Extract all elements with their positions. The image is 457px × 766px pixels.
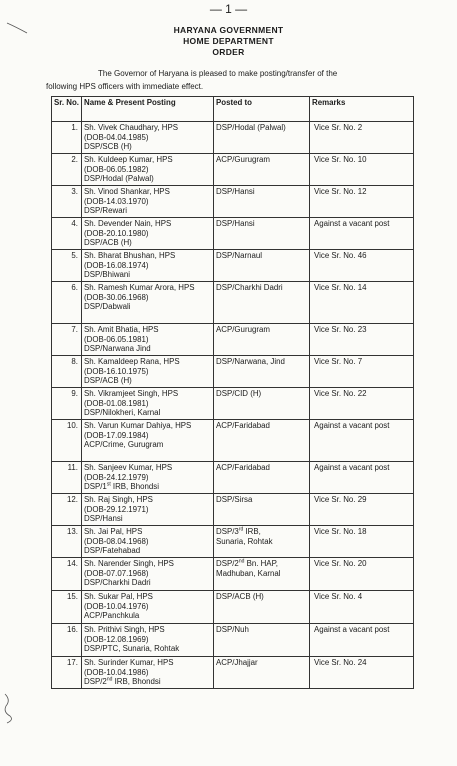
remarks-cell: Against a vacant post	[310, 420, 414, 462]
posted-to-cell	[214, 154, 310, 186]
posted-line: DSP/Narwana, Jind	[216, 357, 285, 366]
posted-to-cell	[214, 218, 310, 250]
posted-line: DSP/Hansi	[216, 187, 255, 196]
posted-line: DSP/ACB (H)	[216, 592, 264, 601]
intro-line-2: following HPS officers with immediate effect.	[46, 82, 204, 91]
name-line: (DOB-10.04.1976)	[84, 601, 149, 611]
name-line: DSP/PTC, Sunaria, Rohtak	[84, 644, 180, 654]
name-line: (DOB-04.04.1985)	[84, 132, 149, 142]
table-row	[52, 420, 414, 462]
name-posting-cell	[82, 282, 214, 324]
posted-line: DSP/CID (H)	[216, 389, 262, 398]
sr-no-cell: 13.	[52, 526, 82, 558]
name-line: DSP/Narwana Jind	[84, 344, 151, 354]
page-number: — 1 —	[209, 2, 248, 16]
posted-to-cell	[214, 657, 310, 689]
remarks-cell: Vice Sr. No. 7	[310, 356, 414, 388]
posted-to-cell	[214, 186, 310, 218]
posted-line: DSP/Hodal (Palwal)	[216, 123, 286, 132]
name-line: Sh. Raj Singh, HPS	[84, 495, 153, 504]
name-posting-cell	[82, 250, 214, 282]
name-line: (DOB-16.08.1974)	[84, 260, 149, 270]
sr-no-cell: 2.	[52, 154, 82, 186]
name-line: (DOB-14.03.1970)	[84, 196, 149, 206]
name-posting-cell	[82, 122, 214, 154]
name-line: DSP/Dabwali	[84, 302, 131, 312]
name-line: (DOB-24.12.1979)	[84, 472, 149, 482]
name-line: (DOB-29.12.1971)	[84, 504, 149, 514]
table-row	[52, 324, 414, 356]
table-row	[52, 624, 414, 657]
remarks-cell: Against a vacant post	[310, 624, 414, 657]
posted-to-cell	[214, 388, 310, 420]
table-row	[52, 154, 414, 186]
posted-to-cell	[214, 558, 310, 591]
sr-no-cell: 7.	[52, 324, 82, 356]
table-row	[52, 388, 414, 420]
posted-line: ACP/Jhajjar	[216, 658, 258, 667]
name-line: DSP/Hodal (Palwal)	[84, 174, 154, 184]
remarks-cell: Vice Sr. No. 23	[310, 324, 414, 356]
table-row	[52, 558, 414, 591]
name-posting-cell	[82, 388, 214, 420]
sr-no-cell: 8.	[52, 356, 82, 388]
name-line: (DOB-17.09.1984)	[84, 430, 149, 440]
name-line: (DOB-20.10.1980)	[84, 228, 149, 238]
name-line: Sh. Kuldeep Kumar, HPS	[84, 155, 173, 164]
table-row	[52, 218, 414, 250]
name-line: (DOB-01.08.1981)	[84, 398, 149, 408]
posted-to-cell	[214, 462, 310, 494]
name-line: (DOB-12.08.1969)	[84, 634, 149, 644]
header-sr-no: Sr. No.	[52, 97, 82, 122]
name-line: DSP/Bhiwani	[84, 270, 131, 280]
table-row	[52, 494, 414, 526]
remarks-cell: Vice Sr. No. 10	[310, 154, 414, 186]
header-order: ORDER	[212, 47, 245, 57]
posted-to-cell	[214, 624, 310, 657]
name-line: (DOB-06.05.1981)	[84, 334, 149, 344]
sr-no-cell: 5.	[52, 250, 82, 282]
sr-no-cell: 16.	[52, 624, 82, 657]
name-line: DSP/Charkhi Dadri	[84, 578, 151, 588]
name-line: ACP/Crime, Gurugram	[84, 440, 164, 450]
name-line: DSP/ACB (H)	[84, 238, 132, 248]
name-line: ACP/Panchkula	[84, 611, 140, 621]
remarks-cell: Vice Sr. No. 14	[310, 282, 414, 324]
remarks-cell: Vice Sr. No. 18	[310, 526, 414, 558]
name-posting-cell	[82, 324, 214, 356]
name-line: DSP/1st IRB, Bhondsi	[84, 481, 159, 492]
table-row	[52, 462, 414, 494]
sr-no-cell: 10.	[52, 420, 82, 462]
name-line: Sh. Sanjeev Kumar, HPS	[84, 463, 173, 472]
sr-no-cell: 4.	[52, 218, 82, 250]
posted-line: DSP/2nd Bn. HAP,	[216, 558, 279, 568]
name-posting-cell	[82, 154, 214, 186]
name-posting-cell	[82, 558, 214, 591]
posted-line: ACP/Faridabad	[216, 421, 270, 430]
name-line: Sh. Kamaldeep Rana, HPS	[84, 357, 180, 366]
name-posting-cell	[82, 591, 214, 624]
name-line: Sh. Vikramjeet Singh, HPS	[84, 389, 179, 398]
posted-line: Madhuban, Karnal	[216, 568, 281, 578]
name-posting-cell	[82, 356, 214, 388]
name-line: (DOB-16.10.1975)	[84, 366, 149, 376]
intro-paragraph	[46, 67, 416, 93]
name-line: Sh. Prithivi Singh, HPS	[84, 625, 165, 634]
posted-to-cell	[214, 282, 310, 324]
name-line: DSP/Rewari	[84, 206, 127, 216]
name-line: (DOB-08.04.1968)	[84, 536, 149, 546]
name-posting-cell	[82, 462, 214, 494]
name-line: (DOB-07.07.1968)	[84, 568, 149, 578]
header-department: HOME DEPARTMENT	[183, 36, 274, 46]
name-posting-cell	[82, 186, 214, 218]
remarks-cell: Vice Sr. No. 22	[310, 388, 414, 420]
posted-to-cell	[214, 122, 310, 154]
header-name-present-posting: Name & Present Posting	[82, 97, 214, 122]
name-posting-cell	[82, 420, 214, 462]
name-line: Sh. Varun Kumar Dahiya, HPS	[84, 421, 192, 430]
posted-to-cell	[214, 591, 310, 624]
name-line: Sh. Devender Nain, HPS	[84, 219, 172, 228]
table-row	[52, 356, 414, 388]
name-line: Sh. Narender Singh, HPS	[84, 559, 174, 568]
sr-no-cell: 6.	[52, 282, 82, 324]
table-row	[52, 526, 414, 558]
name-line: Sh. Vinod Shankar, HPS	[84, 187, 170, 196]
remarks-cell: Vice Sr. No. 12	[310, 186, 414, 218]
name-line: Sh. Surinder Kumar, HPS	[84, 658, 174, 667]
name-posting-cell	[82, 218, 214, 250]
name-posting-cell	[82, 624, 214, 657]
name-line: DSP/SCB (H)	[84, 142, 132, 152]
sr-no-cell: 12.	[52, 494, 82, 526]
header-government: HARYANA GOVERNMENT	[173, 25, 284, 35]
posted-to-cell	[214, 324, 310, 356]
remarks-cell: Vice Sr. No. 29	[310, 494, 414, 526]
table-row	[52, 591, 414, 624]
posted-line: DSP/Narnaul	[216, 251, 263, 260]
posted-line: DSP/3rd IRB,	[216, 526, 261, 536]
margin-initials-mark	[2, 692, 16, 724]
name-line: DSP/2nd IRB, Bhondsi	[84, 676, 161, 687]
header-posted-to: Posted to	[214, 97, 310, 122]
name-line: Sh. Amit Bhatia, HPS	[84, 325, 159, 334]
name-line: Sh. Vivek Chaudhary, HPS	[84, 123, 179, 132]
table-row	[52, 122, 414, 154]
posted-line: ACP/Gurugram	[216, 325, 270, 334]
remarks-cell: Against a vacant post	[310, 218, 414, 250]
name-line: Sh. Jai Pal, HPS	[84, 527, 143, 536]
name-posting-cell	[82, 657, 214, 689]
table-header-row	[52, 97, 414, 122]
name-line: DSP/ACB (H)	[84, 376, 132, 386]
posted-line: ACP/Gurugram	[216, 155, 270, 164]
name-line: DSP/Fatehabad	[84, 546, 141, 556]
name-line: Sh. Sukar Pal, HPS	[84, 592, 153, 601]
remarks-cell: Against a vacant post	[310, 462, 414, 494]
remarks-cell: Vice Sr. No. 2	[310, 122, 414, 154]
name-line: (DOB-30.06.1968)	[84, 292, 149, 302]
table-row	[52, 250, 414, 282]
sr-no-cell: 14.	[52, 558, 82, 591]
posted-line: DSP/Nuh	[216, 625, 249, 634]
name-line: DSP/Nilokheri, Karnal	[84, 408, 161, 418]
sr-no-cell: 3.	[52, 186, 82, 218]
header-remarks: Remarks	[310, 97, 414, 122]
posted-to-cell	[214, 250, 310, 282]
posted-line: DSP/Charkhi Dadri	[216, 283, 283, 292]
remarks-cell: Vice Sr. No. 46	[310, 250, 414, 282]
table-row	[52, 657, 414, 689]
posted-to-cell	[214, 420, 310, 462]
remarks-cell: Vice Sr. No. 20	[310, 558, 414, 591]
table-row	[52, 186, 414, 218]
posted-line: ACP/Faridabad	[216, 463, 270, 472]
remarks-cell: Vice Sr. No. 4	[310, 591, 414, 624]
name-line: DSP/Hansi	[84, 514, 123, 524]
sr-no-cell: 9.	[52, 388, 82, 420]
name-posting-cell	[82, 494, 214, 526]
table-row	[52, 282, 414, 324]
sr-no-cell: 17.	[52, 657, 82, 689]
sr-no-cell: 11.	[52, 462, 82, 494]
sr-no-cell: 1.	[52, 122, 82, 154]
posted-to-cell	[214, 356, 310, 388]
name-line: (DOB-10.04.1986)	[84, 667, 149, 677]
name-line: Sh. Bharat Bhushan, HPS	[84, 251, 176, 260]
name-posting-cell	[82, 526, 214, 558]
posted-to-cell	[214, 494, 310, 526]
name-line: Sh. Ramesh Kumar Arora, HPS	[84, 283, 195, 292]
remarks-cell: Vice Sr. No. 24	[310, 657, 414, 689]
posted-line: DSP/Sirsa	[216, 495, 253, 504]
posted-line: Sunaria, Rohtak	[216, 536, 273, 546]
sr-no-cell: 15.	[52, 591, 82, 624]
posted-line: DSP/Hansi	[216, 219, 255, 228]
posting-table	[51, 96, 414, 689]
posted-to-cell	[214, 526, 310, 558]
name-line: (DOB-06.05.1982)	[84, 164, 149, 174]
intro-line-1: The Governor of Haryana is pleased to make posting/transfer of the	[98, 69, 338, 78]
